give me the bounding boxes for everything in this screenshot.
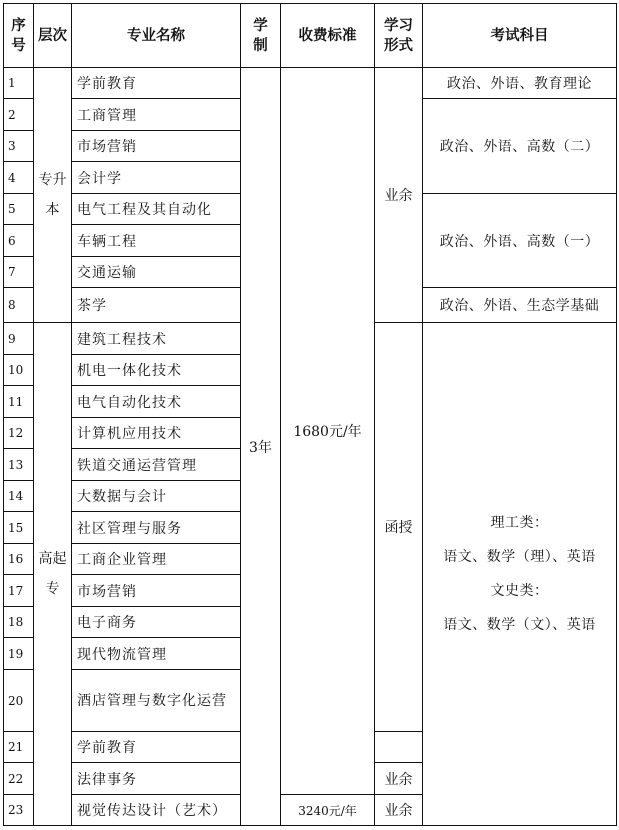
seq-cell: 23 [4, 795, 34, 826]
seq-cell: 11 [4, 386, 34, 418]
table-row [4, 68, 617, 99]
major-name-cell: 计算机应用技术 [72, 418, 241, 449]
seq-cell: 14 [4, 481, 34, 512]
seq-cell: 22 [4, 763, 34, 795]
major-name-cell: 视觉传达设计（艺术） [72, 795, 241, 826]
major-name-cell: 电气工程及其自动化 [72, 194, 241, 225]
header-subjects: 考试科目 [423, 4, 617, 68]
seq-cell: 16 [4, 544, 34, 575]
seq-cell: 17 [4, 575, 34, 607]
seq-cell: 12 [4, 418, 34, 449]
subjects-cell-high [423, 323, 617, 826]
seq-cell: 3 [4, 131, 34, 162]
fee-cell-standard: 1680元/年 [281, 68, 375, 795]
header-duration: 学 制 [241, 4, 281, 68]
mode-cell-amateur-23: 业余 [375, 795, 423, 826]
seq-cell: 8 [4, 288, 34, 323]
seq-cell: 6 [4, 225, 34, 257]
major-name-cell: 建筑工程技术 [72, 323, 241, 355]
seq-cell: 7 [4, 257, 34, 288]
science-category-title: 理工类： [490, 515, 549, 531]
major-name-cell: 学前教育 [72, 68, 241, 99]
seq-cell: 4 [4, 162, 34, 194]
major-name-cell: 市场营销 [72, 131, 241, 162]
seq-cell: 9 [4, 323, 34, 355]
subjects-cell-math2: 政治、外语、高数（二） [423, 99, 617, 194]
major-name-cell: 茶学 [72, 288, 241, 323]
seq-cell: 1 [4, 68, 34, 99]
subjects-cell-ecology: 政治、外语、生态学基础 [423, 288, 617, 323]
level-cell-high: 高起 专 [34, 323, 72, 826]
seq-cell: 2 [4, 99, 34, 131]
arts-category-title: 文史类： [490, 583, 549, 599]
major-name-cell: 会计学 [72, 162, 241, 194]
major-name-cell: 酒店管理与数字化运营 [72, 670, 241, 732]
major-name-cell: 铁道交通运营管理 [72, 449, 241, 481]
major-name-cell: 电气自动化技术 [72, 386, 241, 418]
mode-cell-amateur: 业余 [375, 68, 423, 323]
seq-cell: 21 [4, 732, 34, 763]
header-level: 层次 [34, 4, 72, 68]
major-name-cell: 大数据与会计 [72, 481, 241, 512]
major-name-cell: 市场营销 [72, 575, 241, 607]
major-name-cell: 工商企业管理 [72, 544, 241, 575]
major-name-cell: 交通运输 [72, 257, 241, 288]
major-name-cell: 社区管理与服务 [72, 512, 241, 544]
seq-cell: 13 [4, 449, 34, 481]
seq-cell: 19 [4, 638, 34, 670]
header-seq: 序 号 [4, 4, 34, 68]
fee-cell-art: 3240元/年 [281, 795, 375, 826]
header-major: 专业名称 [72, 4, 241, 68]
admissions-table [3, 3, 617, 826]
header-fee: 收费标准 [281, 4, 375, 68]
major-name-cell: 工商管理 [72, 99, 241, 131]
duration-cell: 3年 [241, 68, 281, 826]
seq-cell: 20 [4, 670, 34, 732]
subjects-cell-math1: 政治、外语、高数（一） [423, 194, 617, 288]
science-subjects: 语文、数学（理）、英语 [443, 549, 596, 565]
admissions-table-container [3, 3, 617, 826]
major-name-cell: 机电一体化技术 [72, 355, 241, 386]
mode-cell-amateur-22: 业余 [375, 763, 423, 795]
major-name-cell: 学前教育 [72, 732, 241, 763]
major-name-cell: 法律事务 [72, 763, 241, 795]
seq-cell: 5 [4, 194, 34, 225]
mode-cell-correspondence: 函授 [375, 323, 423, 732]
seq-cell: 10 [4, 355, 34, 386]
header-mode: 学习 形式 [375, 4, 423, 68]
table-header-row [4, 4, 617, 68]
major-name-cell: 电子商务 [72, 607, 241, 638]
subjects-cell-education: 政治、外语、教育理论 [423, 68, 617, 99]
major-name-cell: 现代物流管理 [72, 638, 241, 670]
major-name-cell: 车辆工程 [72, 225, 241, 257]
seq-cell: 18 [4, 607, 34, 638]
arts-subjects: 语文、数学（文）、英语 [443, 617, 596, 633]
level-cell-upgrade: 专升 本 [34, 68, 72, 323]
seq-cell: 15 [4, 512, 34, 544]
